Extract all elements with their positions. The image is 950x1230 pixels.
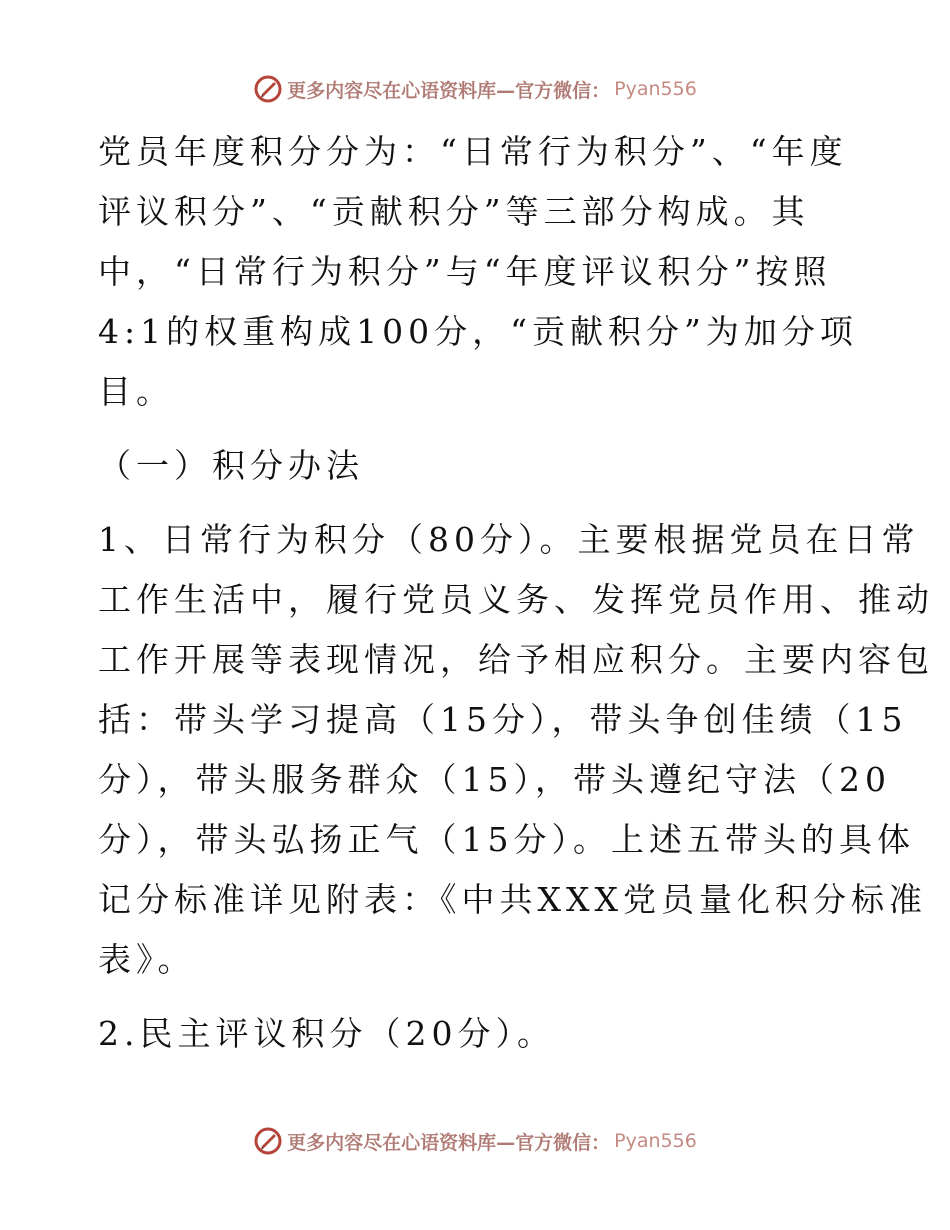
text-line: 1、日常行为积分（80分）。主要根据党员在日常 — [98, 520, 920, 559]
text-line: 工作生活中，履行党员义务、发挥党员作用、推动 — [98, 580, 934, 619]
text-line: 分），带头弘扬正气（15分）。上述五带头的具体 — [98, 820, 915, 859]
text-line: 评议积分”、“贡献积分”等三部分构成。其 — [98, 192, 810, 231]
watermark-text: 更多内容尽在心语资料库—官方微信： — [287, 79, 611, 102]
document-body — [98, 122, 934, 1064]
text-line: 记分标准详见附表：《中共XXX党员量化积分标准 — [98, 880, 927, 919]
text-line: 4:1的权重构成100分，“贡献积分”为加分项 — [98, 312, 858, 351]
brand-logo-icon — [253, 1126, 283, 1156]
paragraph-intro — [98, 122, 868, 422]
text-line: 表》。 — [98, 940, 196, 979]
text-line: 中，“日常行为积分”与“年度评议积分”按照 — [98, 252, 832, 291]
heading-line: （一）积分办法 — [98, 446, 364, 485]
brand-logo-icon — [253, 74, 283, 104]
text-line: 括：带头学习提高（15分），带头争创佳绩（15 — [98, 700, 908, 739]
paragraph-daily-score — [98, 510, 934, 990]
header-watermark — [0, 72, 950, 106]
text-line: 党员年度积分分为：“日常行为积分”、“年度 — [98, 132, 848, 171]
text-line: 工作开展等表现情况，给予相应积分。主要内容包 — [98, 640, 934, 679]
section-heading — [98, 436, 868, 496]
text-line: 2.民主评议积分（20分）。 — [98, 1014, 555, 1053]
footer-watermark — [0, 1124, 950, 1158]
watermark-wechat-id: Pyan556 — [614, 78, 697, 100]
paragraph-democratic-score — [98, 1004, 868, 1064]
text-line: 分），带头服务群众（15），带头遵纪守法（20 — [98, 760, 891, 799]
watermark-text: 更多内容尽在心语资料库—官方微信： — [287, 1131, 611, 1154]
text-line: 目。 — [98, 372, 174, 411]
watermark-wechat-id: Pyan556 — [614, 1130, 697, 1152]
